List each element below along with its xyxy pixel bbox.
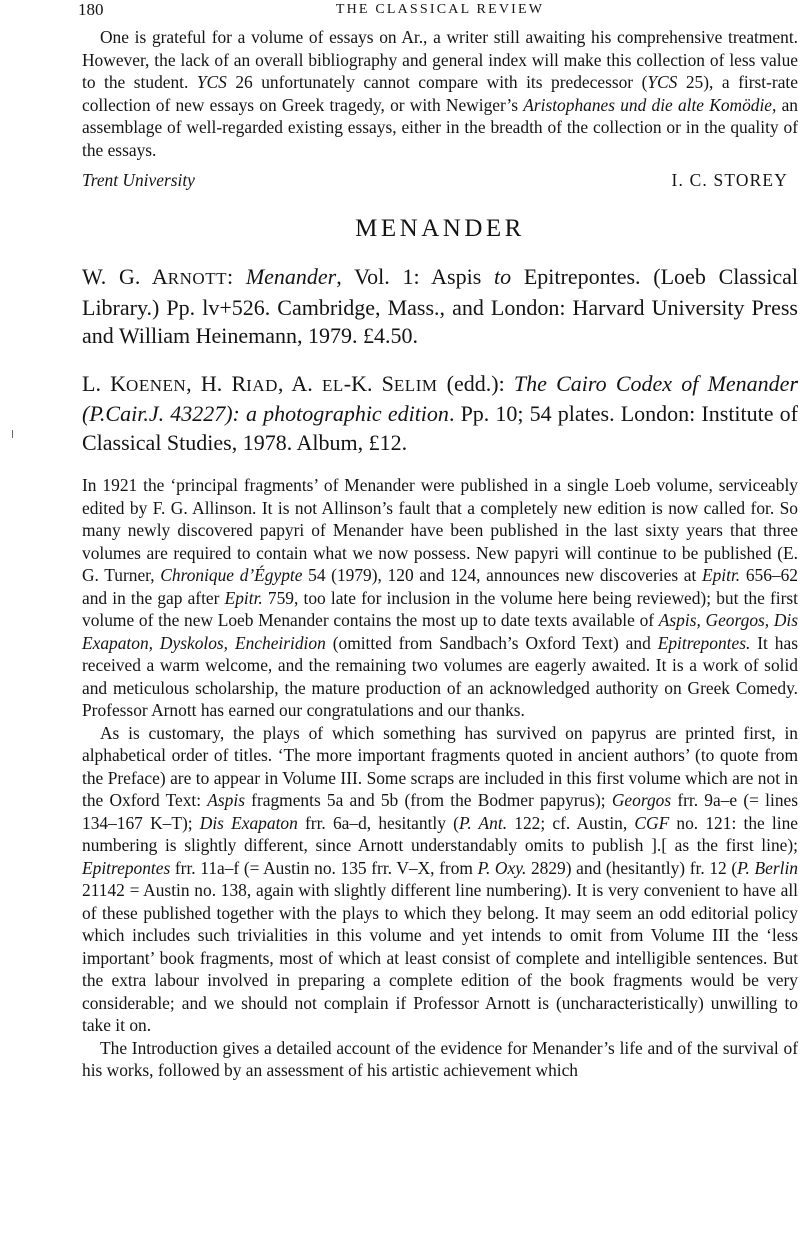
review-paragraph-2: As is customary, the plays of which something has survived on papyrus are printed first, in alphabetical order of titles. ‘The more important fragments quoted in ancient authors’ (to quote from the Preface) are to appear in Volume III. Some scraps are included in this first volume which are not in the Oxford Text: Aspis fragments 5a and 5b (from the Bodmer papyrus); Georgos frr. 9a–e (= lines 134–167 K–T); Dis Exapaton frr. 6a–d, hesitantly (P. Ant. 122; cf. Austin, CGF no. 121: the line numbering is slightly different, since Arnott understandably omits to publish ].[ as the first line); Epitrepontes frr. 11a–f (= Austin no. 135 frr. V–X, from P. Oxy. 2829) and (hesitantly) fr. 12 (P. Berlin 21142 = Austin no. 138, again with slightly different line numbering). It is very convenient to have all of these published together with the plays to which they belong. It may seem an odd editorial policy which includes such trivialities in this volume and yet intends to omit from Volume III the ‘less important’ book fragments, most of which at least consist of complete and intelligible sentences. But the extra labour involved in preparing a complete edition of the book fragments would be very considerable; and we should not complain if Professor Arnott is (uncharacteristically) unwilling to take it on. <box>82 722 799 1035</box>
book-citation-koenen: L. KOENEN, H. RIAD, A. EL-K. SELIM (edd.): The Cairo Codex of Menander (P.Cair.J. 43227): a photographic edition. Pp. 10; 54 plates. London: Institute of Classical Studies, 1978. Album, £12. <box>82 370 799 455</box>
previous-review-closing-paragraph: One is grateful for a volume of essays on Ar., a writer still awaiting his comprehensive treatment. However, the lack of an overall bibliography and general index will make this collection of less value to the student. YCS 26 unfortunately cannot compare with its predecessor (YCS 25), a first-rate collection of new essays on Greek tragedy, or with Newiger’s Aristophanes und die alte Komödie, an assemblage of well-regarded existing essays, either in the breadth of the collection or in the quality of the essays. <box>82 27 798 160</box>
reviewer-signature <box>82 169 798 193</box>
margin-mark <box>12 430 13 438</box>
reviewer-affiliation: Trent University <box>82 170 195 190</box>
journal-page <box>78 0 799 1082</box>
running-header <box>78 0 798 26</box>
section-title: MENANDER <box>355 215 525 242</box>
review-body <box>82 474 798 1082</box>
reviewer-name: I. C. STOREY <box>671 170 788 190</box>
book-citation-arnott: W. G. ARNOTT: Menander, Vol. 1: Aspis to Epitrepontes. (Loeb Classical Library.) Pp. lv+526. Cambridge, Mass., and London: Harvard University Press and William Heinemann, 1979. £4.50. <box>82 264 798 348</box>
page-number: 180 <box>78 0 104 19</box>
running-title: THE CLASSICAL REVIEW <box>335 2 545 17</box>
review-paragraph-1: In 1921 the ‘principal fragments’ of Menander were published in a single Loeb volume, serviceably edited by F. G. Allinson. It is not Allinson’s fault that a completely new edition is now called for. So many newly discovered papyri of Menander have been published in the last sixty years that three volumes are required to contain what we now possess. New papyri will continue to be published (E. G. Turner, Chronique d’Égypte 54 (1979), 120 and 124, announces new discoveries at Epitr. 656–62 and in the gap after Epitr. 759, too late for inclusion in the volume here being reviewed); but the first volume of the new Loeb Menander contains the most up to date texts available of Aspis, Georgos, Dis Exapaton, Dyskolos, Encheiridion (omitted from Sandbach’s Oxford Text) and Epitrepontes. It has received a warm welcome, and the remaining two volumes are eagerly awaited. It is a work of solid and meticulous scholarship, the mature production of an acknowledged authority on Greek Comedy. Professor Arnott has earned our congratulations and our thanks. <box>82 475 798 720</box>
review-paragraph-3: The Introduction gives a detailed account of the evidence for Menander’s life and of the survival of his works, followed by an assessment of his artistic achievement which <box>82 1037 798 1080</box>
